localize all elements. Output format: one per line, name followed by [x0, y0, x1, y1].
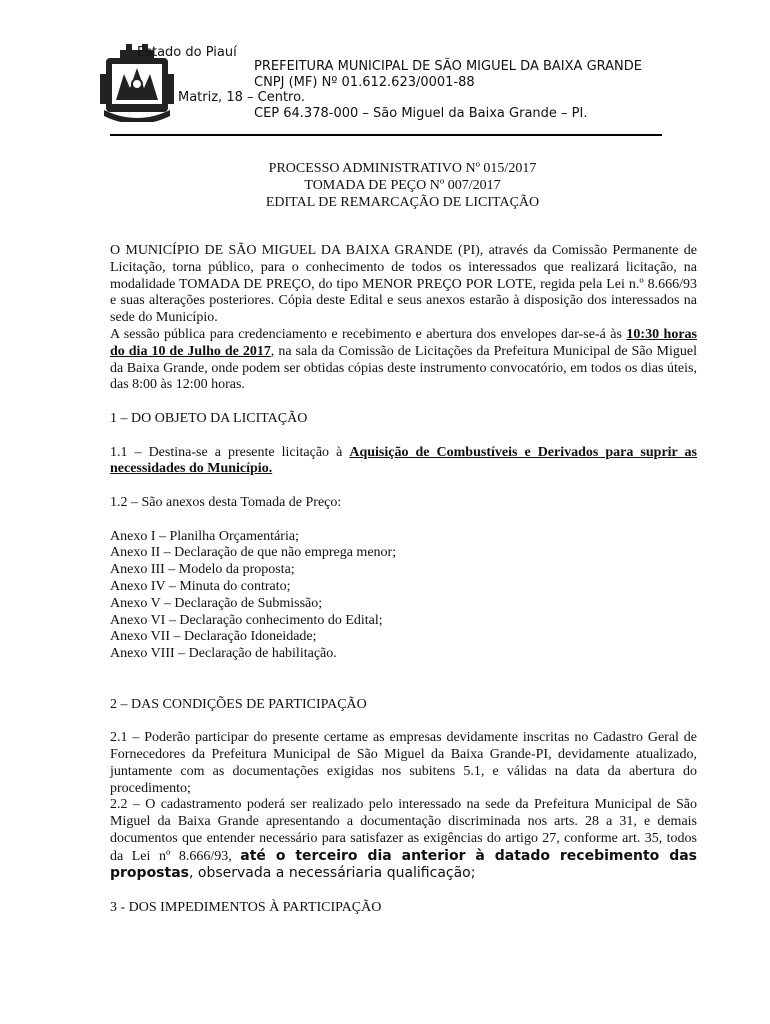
- session-paragraph: A sessão pública para credenciamento e recebimento e abertura dos envelopes dar-se-á às 10:30 horas do dia 10 de Julho de 2017, na sala da Comissão de Licitações da Prefeitura Municipal de São Miguel da Baixa Grande, onde podem ser obtidas cópias deste instrumento convocatório, em todos os dias úteis, das 8:00 às 12:00 horas.: [110, 326, 697, 393]
- state-name: Estado do Piauí: [137, 45, 237, 60]
- annex-item: Anexo VII – Declaração Idoneidade;: [110, 629, 317, 645]
- section3-heading: 3 - DOS IMPEDIMENTOS À PARTICIPAÇÃO: [110, 900, 382, 916]
- edital-title: EDITAL DE REMARCAÇÃO DE LICITAÇÃO: [265, 195, 540, 210]
- session-date: 10:30 horas do dia 10 de Julho de 2017: [110, 326, 697, 359]
- section1-heading: 1 – DO OBJETO DA LICITAÇÃO: [110, 410, 308, 426]
- object-description: Aquisição de Combustíveis e Derivados para suprir as necessidades do Município.: [110, 444, 698, 477]
- prefeitura-name: PREFEITURA MUNICIPAL DE SÃO MIGUEL DA BAIXA GRANDE: [254, 59, 642, 74]
- tomada-title: TOMADA DE PEÇO Nº 007/2017: [304, 178, 501, 193]
- header-divider: [110, 134, 662, 136]
- annex-item: Anexo II – Declaração de que não emprega menor;: [110, 545, 397, 561]
- document-titles: [0, 160, 770, 211]
- item-1-1: 1.1 – Destina-se a presente licitação à Aquisição de Combustíveis e Derivados para suprir as necessidades do Município.: [110, 444, 698, 477]
- annex-item: Anexo VI – Declaração conhecimento do Edital;: [110, 612, 383, 628]
- process-title: PROCESSO ADMINISTRATIVO Nº 015/2017: [268, 161, 537, 176]
- intro-paragraph: O MUNICÍPIO DE SÃO MIGUEL DA BAIXA GRANDE (PI), através da Comissão Permanente de Licitação, torna público, para o conhecimento de todos os interessados que realizará licitação, na modalidade TOMADA DE PREÇO, do tipo MENOR PREÇO POR LOTE, regida pela Lei n.º 8.666/93 e suas alterações posteriores. Cópia deste Edital e seus anexos estarão à disposição dos interessados na sede do Município.: [110, 243, 697, 326]
- document-body: [110, 243, 697, 917]
- cep: CEP 64.378-000 – São Miguel da Baixa Grande – PI.: [254, 106, 588, 121]
- item-2-1: 2.1 – Poderão participar do presente certame as empresas devidamente inscritas no Cadastro Geral de Fornecedores da Prefeitura Municipal de São Miguel da Baixa Grande-PI, devidamente atualizado, juntamente com as documentações exigidas nos subitens 5.1, e válidas na data da abertura do procedimento;: [110, 730, 697, 796]
- annex-item: Anexo VIII – Declaração de habilitação.: [110, 646, 337, 662]
- address: Matriz, 18 – Centro.: [178, 90, 305, 105]
- annex-item: Anexo V – Declaração de Submissão;: [110, 595, 323, 611]
- cnpj: CNPJ (MF) Nº 01.612.623/0001-88: [254, 75, 475, 90]
- item-1-2: 1.2 – São anexos desta Tomada de Preço:: [110, 494, 342, 510]
- section2-heading: 2 – DAS CONDIÇÕES DE PARTICIPAÇÃO: [110, 696, 367, 712]
- item-2-2: 2.2 – O cadastramento poderá ser realizado pelo interessado na sede da Prefeitura Municipal de São Miguel da Baixa Grande apresentando a documentação discriminada nos arts. 28 a 31, e demais documentos que entender necessário para satisfazer as exigências do artigo 27, conforme art. 35, todos da Lei nº 8.666/93, até o terceiro dia anterior à datado recebimento das propostas, observada a necessáriaria qualificação;: [110, 797, 697, 882]
- annex-item: Anexo I – Planilha Orçamentária;: [110, 528, 299, 544]
- annex-item: Anexo IV – Minuta do contrato;: [110, 578, 291, 594]
- annex-list: [110, 529, 697, 663]
- deadline-text: até o terceiro dia anterior à datado recebimento das propostas: [110, 847, 697, 882]
- annex-item: Anexo III – Modelo da proposta;: [110, 562, 295, 578]
